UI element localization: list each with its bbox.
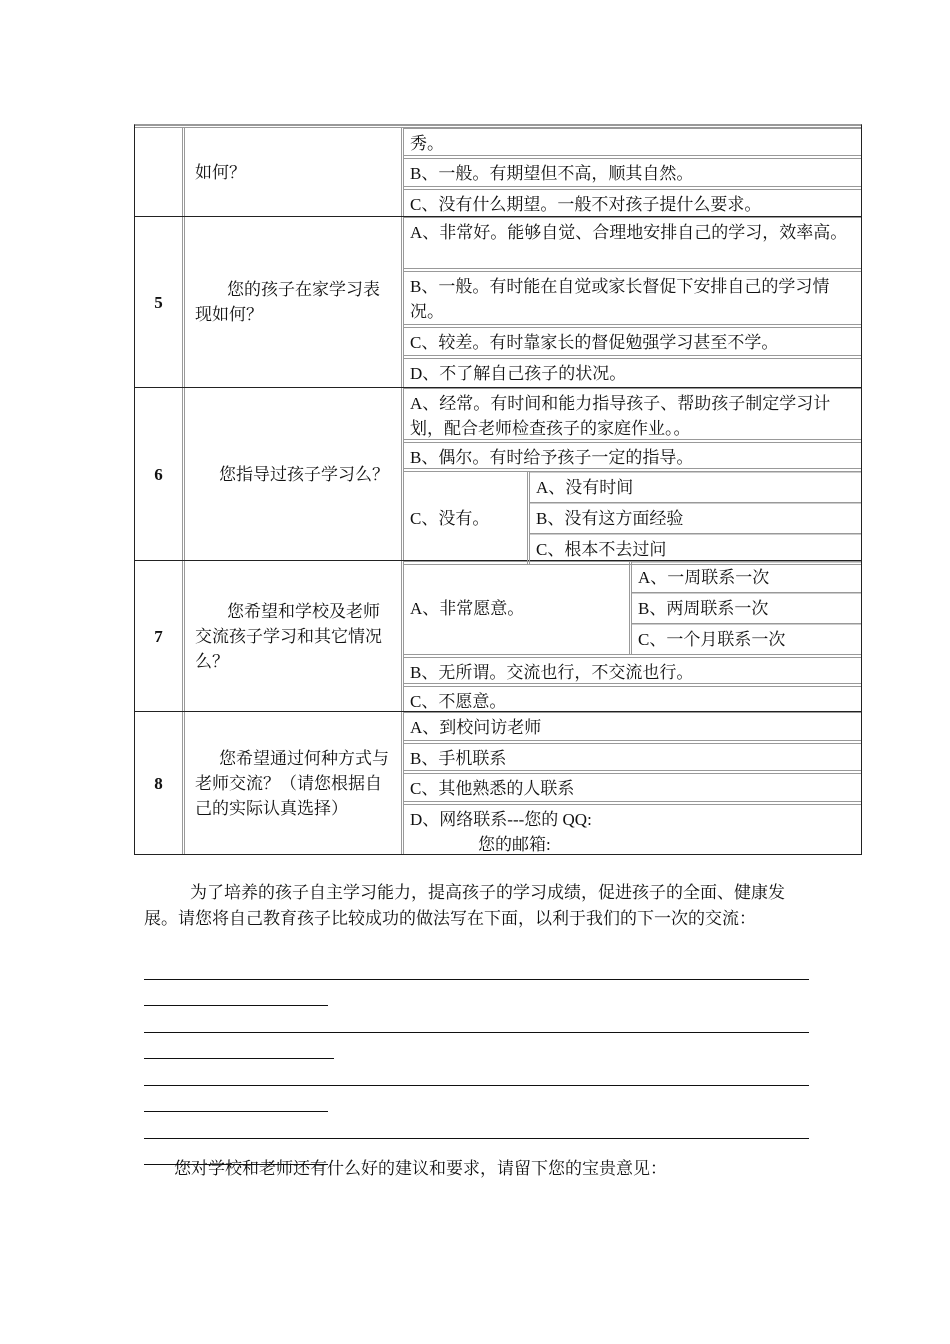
sub-option: C、根本不去过问 [530, 534, 861, 564]
answer-option: B、无所谓。交流也行，不交流也行。 [404, 657, 861, 684]
email-label: 您的邮箱: [478, 834, 551, 854]
table-row [135, 712, 861, 854]
question-text [185, 128, 404, 216]
answer-option: C、其他熟悉的人联系 [404, 773, 861, 802]
table-row [135, 125, 861, 217]
table-row [135, 388, 861, 561]
table-row [135, 217, 861, 388]
blank-line[interactable] [144, 1137, 809, 1139]
question-label: 您希望通过何种方式与老师交流？（请您根据自己的实际认真选择） [195, 748, 389, 818]
question-label: 如何？ [195, 162, 246, 182]
qq-label: D、网络联系---您的 QQ: [410, 809, 592, 829]
sub-option: B、两周联系一次 [632, 593, 861, 624]
question-number: 7 [135, 561, 185, 711]
question-label: 您指导过孩子学习么？ [219, 464, 389, 484]
answer-option-contact [404, 804, 861, 854]
blank-line[interactable] [144, 1031, 809, 1033]
question-text [185, 712, 404, 854]
question-number [135, 128, 185, 216]
answer-option: B、手机联系 [404, 743, 861, 772]
answer-option: 秀。 [404, 128, 861, 156]
sub-option: C、一个月联系一次 [632, 624, 861, 654]
survey-table [134, 124, 862, 855]
answer-list [404, 217, 861, 387]
sub-option: B、没有这方面经验 [530, 503, 861, 534]
blank-line[interactable] [144, 1084, 809, 1086]
answer-option: C、没有什么期望。一般不对孩子提什么要求。 [404, 189, 861, 216]
question-number: 8 [135, 712, 185, 854]
question-number: 5 [135, 217, 185, 387]
question-text [185, 561, 404, 711]
answer-option: C、没有。 [404, 472, 530, 564]
answer-list [404, 128, 861, 216]
answer-option: C、不愿意。 [404, 686, 861, 713]
blank-line[interactable] [144, 978, 809, 980]
answer-list [404, 388, 861, 560]
instruction-paragraph: 为了培养的孩子自主学习能力，提高孩子的学习成绩，促进孩子的全面、健康发展。请您将自己教育孩子比较成功的做法写在下面，以利于我们的下一次的交流： [144, 883, 785, 928]
table-row [135, 561, 861, 712]
answer-option: B、偶尔。有时给予孩子一定的指导。 [404, 442, 861, 469]
blank-line[interactable] [144, 1057, 334, 1059]
question-text [185, 217, 404, 387]
answer-option: B、一般。有时能在自觉或家长督促下安排自己的学习情况。 [404, 271, 861, 325]
answer-option: A、非常好。能够自觉、合理地安排自己的学习，效率高。 [404, 217, 861, 269]
answer-option: A、到校问访老师 [404, 712, 861, 741]
answer-option: C、较差。有时靠家长的督促勉强学习甚至不学。 [404, 327, 861, 357]
question-text [185, 388, 404, 560]
sub-option: A、一周联系一次 [632, 562, 861, 593]
answer-option: B、一般。有期望但不高，顺其自然。 [404, 158, 861, 186]
answer-option: A、非常愿意。 [404, 562, 632, 654]
answer-option-group [404, 561, 861, 655]
sub-option-list [530, 472, 861, 564]
answer-list [404, 712, 861, 854]
question-label: 您的孩子在家学习表现如何？ [195, 280, 380, 324]
question-label: 您希望和学校及老师交流孩子学习和其它情况么？ [195, 601, 382, 671]
answer-option: A、经常。有时间和能力指导孩子、帮助孩子制定学习计划，配合老师检查孩子的家庭作业。。 [404, 388, 861, 440]
sub-option-list [632, 562, 861, 654]
answer-option-group [404, 471, 861, 565]
answer-lines [144, 958, 810, 1165]
sub-option: A、没有时间 [530, 472, 861, 503]
blank-line[interactable] [144, 1110, 328, 1112]
answer-option: D、不了解自己孩子的状况。 [404, 358, 861, 387]
closing-prompt: 您对学校和老师还有什么好的建议和要求，请留下您的宝贵意见： [174, 1159, 667, 1178]
question-number: 6 [135, 388, 185, 560]
answer-list [404, 561, 861, 711]
blank-line[interactable] [144, 1004, 328, 1006]
